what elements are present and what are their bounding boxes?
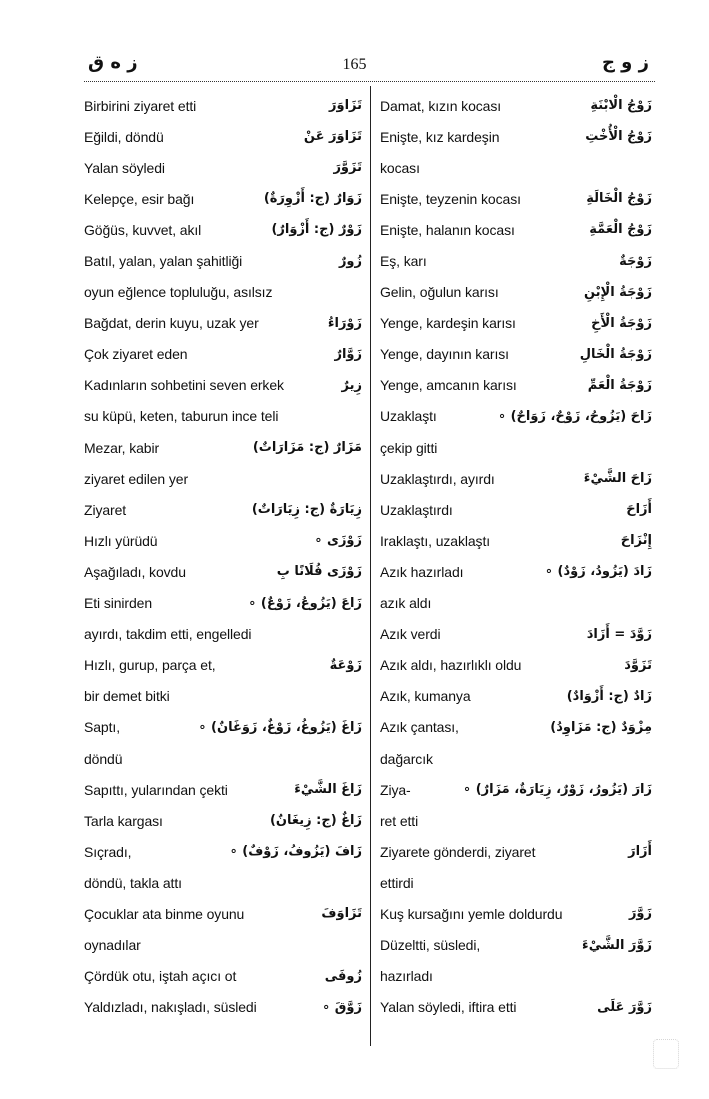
entry-turkish: kocası [380,159,420,176]
dictionary-entry [84,556,362,587]
entry-turkish: Ziyaret [84,501,127,518]
dictionary-entry [380,805,652,836]
dictionary-entry [380,339,652,370]
entry-arabic: زَوْجَةُ الْخَالِ [579,346,652,362]
dictionary-entry [84,712,362,743]
entry-turkish: Kadınların sohbetini seven erkek [84,377,284,394]
entry-turkish: döndü, takla attı [84,874,182,891]
entry-turkish: Hızlı yürüdü [84,532,158,549]
entry-turkish: dağarcık [380,750,433,767]
entry-turkish: Iraklaştı, uzaklaştı [380,532,491,549]
entry-turkish: Kelepçe, esir bağı [84,190,195,207]
right-column [380,90,652,1023]
entry-turkish: Göğüs, kuvvet, akıl [84,221,202,238]
entry-arabic: زَوْجُ الْعَمَّةِ [589,222,652,238]
entry-arabic: زَاحَ (يَزُوحُ، زَوْحٌ، زَوَاحٌ) ∘ [497,408,652,424]
dictionary-entry [84,401,362,432]
dictionary-entry [84,588,362,619]
entry-turkish: Yalan söyledi [84,159,165,176]
entry-turkish: Eğildi, döndü [84,128,164,145]
dictionary-entry [84,277,362,308]
dictionary-entry [380,401,652,432]
entry-turkish: Azık verdi [380,626,441,643]
entry-turkish: Bağdat, derin kuyu, uzak yer [84,315,259,332]
dictionary-entry [84,214,362,245]
entry-turkish: Çok ziyaret eden [84,346,188,363]
entry-arabic: زَوْرٌ (ج: أَزْوَارٌ) [271,222,362,238]
entry-arabic: زَوَّارٌ [334,346,362,362]
entry-arabic: زَاعَ (يَزُوعُ، زَوْعٌ) ∘ [248,595,362,611]
dictionary-entry [84,525,362,556]
entry-arabic: زِيَارَةٌ (ج: زِيَارَاتٌ) [251,502,362,518]
dictionary-entry [84,245,362,276]
header-divider [84,81,655,82]
entry-arabic: زَاغَ (يَزُوغُ، زَوْغٌ، زَوَغَانٌ) ∘ [198,719,362,735]
entry-turkish: Saptı, [84,719,120,736]
entry-arabic: زَوَّرَ [628,906,652,922]
entry-arabic: زَوْجُ الْأُخْتِ [585,129,652,145]
entry-turkish: Azık çantası, [380,719,459,736]
dictionary-entry [84,992,362,1023]
dictionary-entry [84,619,362,650]
entry-turkish: Azık, kumanya [380,688,471,705]
entry-arabic: أَزَاحَ [626,502,652,518]
column-divider [370,86,371,1046]
dictionary-entry [84,961,362,992]
entry-turkish: hazırladı [380,968,433,985]
entry-arabic: مِزْوَدٌ (ج: مَزَاوِدُ) [550,719,652,735]
entry-turkish: Çocuklar ata binme oyunu [84,905,245,922]
entry-arabic: أَزَارَ [628,844,652,860]
entry-arabic: زَافَ (يَزُوفُ، زَوْفٌ) ∘ [229,844,362,860]
dictionary-entry [380,588,652,619]
entry-turkish: Uzaklaştırdı, ayırdı [380,470,495,487]
dictionary-entry [380,712,652,743]
dictionary-entry [380,370,652,401]
entry-arabic: زَوَّدَ = أَزَادَ [586,626,652,642]
entry-arabic: زَوْزَى ∘ [314,533,362,549]
entry-arabic: زَوْرَاءُ [327,315,362,331]
entry-arabic: زَادٌ (ج: أَزْوَادٌ) [566,688,652,704]
dictionary-entry [380,277,652,308]
entry-turkish: Hızlı, gurup, parça et, [84,657,216,674]
entry-turkish: Batıl, yalan, yalan şahitliği [84,253,243,270]
entry-turkish: Aşağıladı, kovdu [84,563,186,580]
entry-arabic: زُورٌ [338,253,362,269]
entry-turkish: Yenge, dayının karısı [380,346,509,363]
dictionary-entry [84,650,362,681]
entry-arabic: زُوفَى [324,968,362,984]
dictionary-entry [380,556,652,587]
entry-turkish: Eş, karı [380,253,427,270]
dictionary-entry [380,743,652,774]
dictionary-entry [84,898,362,929]
entry-turkish: ettirdi [380,874,414,891]
dictionary-entry [84,121,362,152]
dictionary-entry [84,867,362,898]
entry-turkish: Uzaklaştırdı [380,501,453,518]
dictionary-entry [380,494,652,525]
dictionary-entry [380,121,652,152]
dictionary-entry [380,961,652,992]
dictionary-entry [380,245,652,276]
dictionary-entry [84,805,362,836]
dictionary-entry [84,308,362,339]
dictionary-entry [84,183,362,214]
dictionary-entry [380,308,652,339]
dictionary-entry [84,836,362,867]
dictionary-entry [84,774,362,805]
entry-turkish: döndü [84,750,123,767]
entry-arabic: زَوَّقَ ∘ [322,999,362,1015]
entry-arabic: زَاغَ الشَّيْءَ [294,782,362,798]
dictionary-entry [84,370,362,401]
entry-arabic: زَوَّرَ عَلَى [597,999,652,1015]
dictionary-entry [380,214,652,245]
entry-turkish: Damat, kızın kocası [380,97,502,114]
entry-arabic: إِنْزَاحَ [620,533,652,549]
header-root-right: ز و ج [601,52,649,73]
entry-turkish: bir demet bitki [84,688,170,705]
entry-turkish: Düzeltti, süsledi, [380,937,481,954]
entry-arabic: زَاحَ الشَّيْءَ [583,471,652,487]
entry-turkish: çekip gitti [380,439,438,456]
dictionary-entry [380,432,652,463]
entry-arabic: مَزَارٌ (ج: مَزَارَاتٌ) [252,440,362,456]
dictionary-entry [84,681,362,712]
dictionary-entry [380,183,652,214]
entry-turkish: Azık hazırladı [380,563,464,580]
entry-turkish: Gelin, oğulun karısı [380,284,499,301]
entry-turkish: Kuş kursağını yemle doldurdu [380,905,563,922]
entry-turkish: ayırdı, takdim etti, engelledi [84,626,252,643]
entry-arabic: زِيرٌ [341,377,362,393]
entry-arabic: زَوْجَةُ الْعَمِّ [587,377,652,393]
entry-turkish: Çördük otu, iştah açıcı ot [84,968,237,985]
entry-arabic: زَوْجُ الْخَالَةِ [586,191,652,207]
dictionary-entry [380,774,652,805]
dictionary-entry [380,619,652,650]
entry-arabic: زَوَارٌ (ج: أَزْوِرَةٌ) [263,191,362,207]
entry-arabic: تَزَاوَرَ [329,98,362,114]
page-number: 165 [342,56,367,73]
entry-arabic: تَزَوَّرَ [333,160,362,176]
entry-arabic: زَادَ (يَزُودُ، زَوْدٌ) ∘ [544,564,652,580]
entry-arabic: زَوْجُ الْابْنَةِ [590,98,652,114]
entry-arabic: تَزَاوَرَ عَنْ [303,129,362,145]
entry-arabic: تَزَاوَفَ [321,906,362,922]
entry-turkish: Yenge, amcanın karısı [380,377,517,394]
entry-arabic: زَوْزَى فُلَانًا بِ [276,564,362,580]
dictionary-entry [380,463,652,494]
entry-arabic: زَاغٌ (ج: زِيغَانٌ) [269,813,362,829]
entry-turkish: Enişte, halanın kocası [380,221,515,238]
dictionary-entry [380,836,652,867]
dictionary-entry [380,867,652,898]
entry-turkish: Sıçradı, [84,843,132,860]
entry-turkish: Azık aldı, hazırlıklı oldu [380,657,522,674]
dictionary-entry [380,90,652,121]
dictionary-entry [84,463,362,494]
page-corner-mark [653,1039,679,1069]
entry-turkish: Yenge, kardeşin karısı [380,315,516,332]
dictionary-entry [84,152,362,183]
entry-turkish: Sapıttı, yularından çekti [84,781,228,798]
dictionary-entry [380,898,652,929]
entry-arabic: تَزَوَّدَ [624,657,652,673]
left-column [84,90,362,1023]
entry-turkish: oynadılar [84,937,141,954]
header-root-left: ز ه ق [88,52,138,73]
dictionary-entry [380,525,652,556]
dictionary-entry [84,743,362,774]
dictionary-entry [84,90,362,121]
entry-turkish: Birbirini ziyaret etti [84,97,197,114]
dictionary-entry [380,681,652,712]
entry-turkish: su küpü, keten, taburun ince teli [84,408,279,425]
entry-turkish: Yaldızladı, nakışladı, süsledi [84,999,257,1016]
dictionary-entry [84,339,362,370]
entry-turkish: Enişte, teyzenin kocası [380,190,521,207]
entry-arabic: زَوْعَةٌ [329,657,362,673]
dictionary-entry [84,432,362,463]
entry-arabic: زَوْجَةُ الْأَخِ [591,315,652,331]
entry-turkish: Mezar, kabir [84,439,160,456]
entry-arabic: زَارَ (يَزُورُ، زَوْرٌ، زِيَارَةٌ، مَزَارٌ) ∘ [463,782,652,798]
entry-turkish: Ziya- [380,781,411,798]
dictionary-entry [380,650,652,681]
entry-arabic: زَوَّرَ الشَّيْءَ [582,937,652,953]
entry-turkish: azık aldı [380,595,432,612]
dictionary-entry [380,152,652,183]
dictionary-entry [380,992,652,1023]
dictionary-entry [84,930,362,961]
entry-turkish: Tarla kargası [84,812,163,829]
entry-turkish: ret etti [380,812,419,829]
entry-turkish: ziyaret edilen yer [84,470,189,487]
entry-turkish: Ziyarete gönderdi, ziyaret [380,843,536,860]
dictionary-entry [84,494,362,525]
entry-arabic: زَوْجَةٌ [619,253,652,269]
dictionary-entry [380,930,652,961]
entry-turkish: Uzaklaştı [380,408,437,425]
entry-turkish: Yalan söyledi, iftira etti [380,999,517,1016]
entry-turkish: oyun eğlence topluluğu, asılsız [84,284,273,301]
entry-arabic: زَوْجَةُ الْإِبْنِ [583,284,652,300]
entry-turkish: Eti sinirden [84,595,153,612]
entry-turkish: Enişte, kız kardeşin [380,128,500,145]
